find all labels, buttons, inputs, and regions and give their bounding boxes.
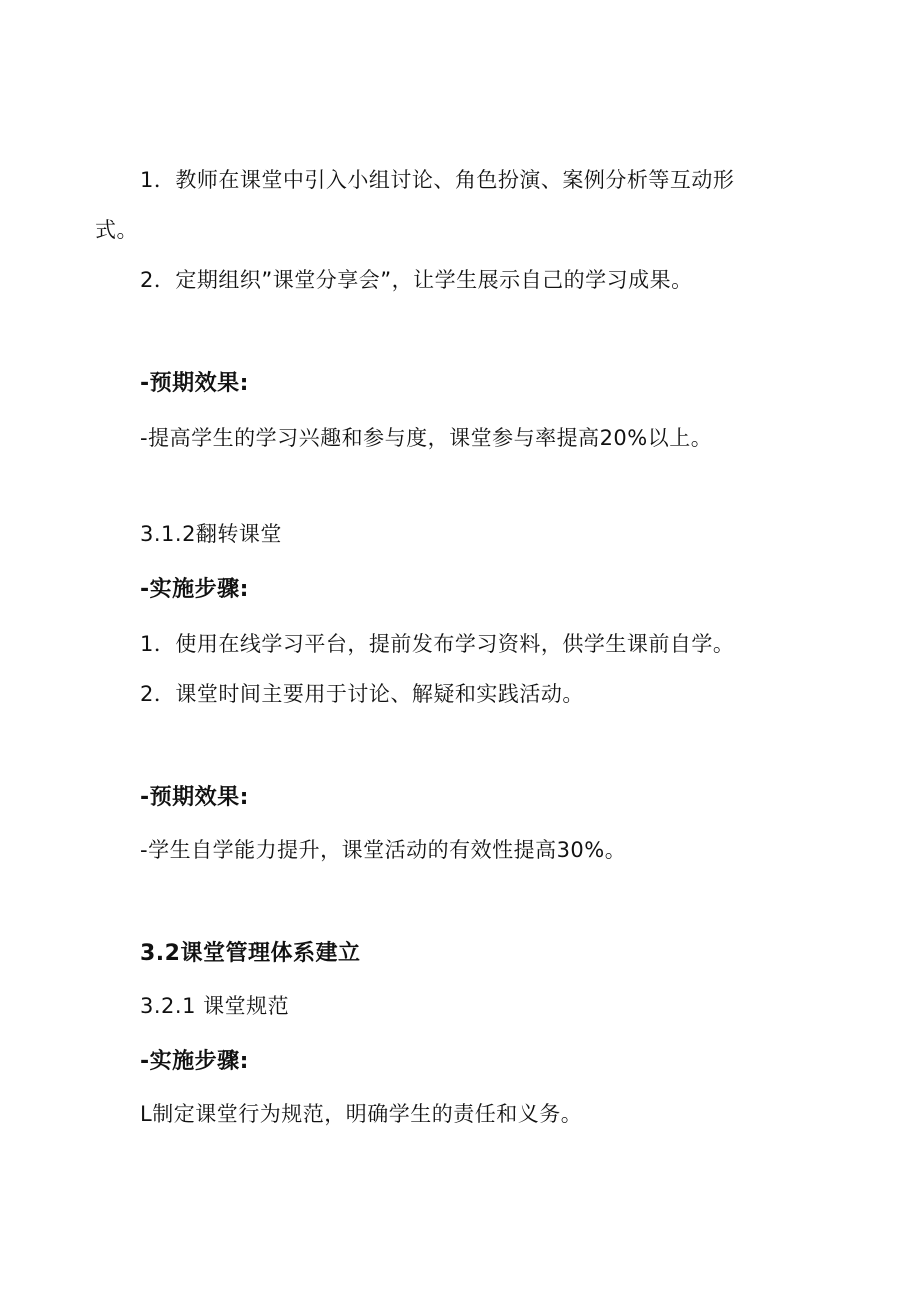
- paragraph: -提高学生的学习兴趣和参与度，课堂参与率提高20%以上。: [140, 426, 713, 450]
- subsection-title: [140, 992, 289, 1020]
- section-label: -实施步骤:: [140, 1049, 249, 1074]
- section-label: -实施步骤:: [140, 577, 249, 602]
- list-item: 2．课堂时间主要用于讨论、解疑和实践活动。: [140, 682, 584, 706]
- list-item-continuation: 式。: [95, 218, 138, 242]
- list-item: 1．使用在线学习平台，提前发布学习资料，供学生课前自学。: [140, 632, 735, 656]
- list-item: 1．教师在课堂中引入小组讨论、角色扮演、案例分析等互动形: [140, 168, 735, 192]
- list-item: L制定课堂行为规范，明确学生的责任和义务。: [140, 1102, 583, 1126]
- paragraph: -学生自学能力提升，课堂活动的有效性提高30%。: [140, 838, 627, 862]
- section-title: 3.2课堂管理体系建立: [140, 941, 361, 966]
- section-label: -预期效果:: [140, 785, 249, 810]
- subsection-title: 3.1.2翻转课堂: [140, 522, 282, 546]
- subsection-title-text: 3.2.1 课堂规范: [140, 994, 290, 1018]
- list-item: 2．定期组织”课堂分享会”，让学生展示自己的学习成果。: [140, 268, 693, 292]
- section-label: -预期效果:: [140, 371, 249, 396]
